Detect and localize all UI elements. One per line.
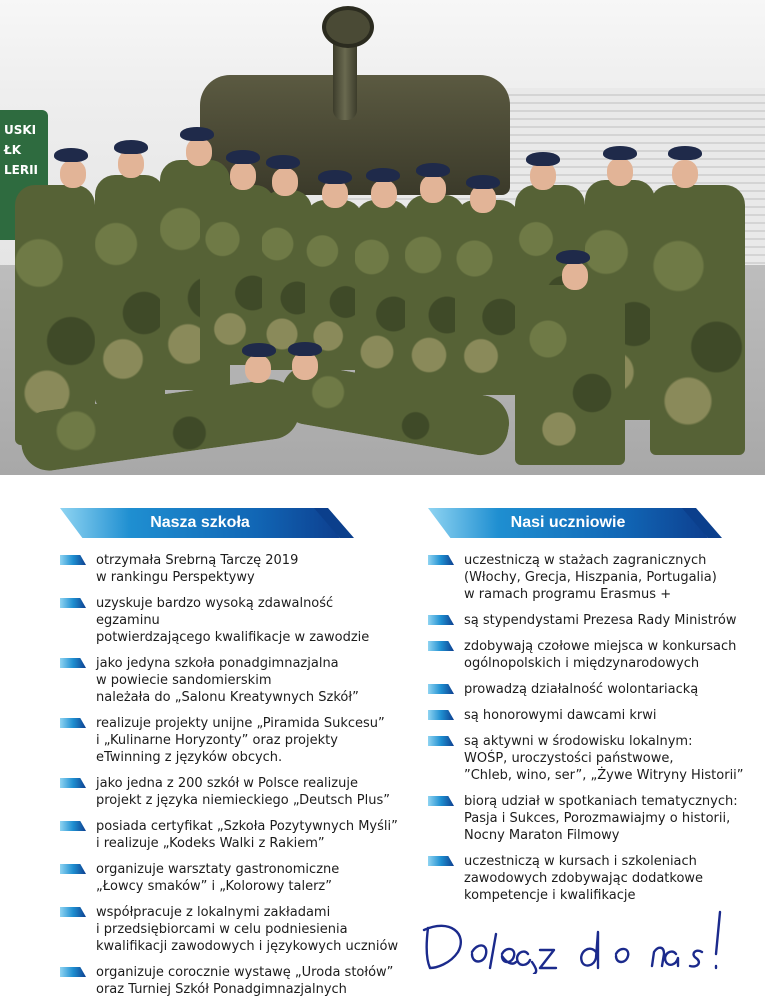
beret — [242, 343, 276, 357]
list-item-text: zdobywają czołowe miejsca w konkursach ogólnopolskich i międzynarodowych — [464, 639, 737, 671]
list-item — [60, 715, 400, 766]
arrow-bullet-icon — [60, 598, 86, 608]
list-item-text: jako jedyna szkoła ponadgimnazjalna w powiecie sandomierskim należała do „Salonu Kreatywnych Szkół” — [96, 656, 359, 705]
our-students-list — [428, 552, 758, 904]
soldier-face — [607, 158, 633, 186]
soldier-face — [245, 355, 271, 383]
soldier-face — [322, 180, 348, 208]
list-item — [60, 964, 400, 998]
list-item-text: uczestniczą w stażach zagranicznych (Włochy, Grecja, Hiszpania, Portugalia) w ramach programu Erasmus + — [464, 553, 717, 602]
beret — [416, 163, 450, 177]
arrow-bullet-icon — [428, 710, 454, 720]
banner-line: LERII — [4, 163, 39, 177]
soldier-face — [272, 168, 298, 196]
list-item-text: realizuje projekty unijne „Piramida Sukcesu” i „Kulinarne Horyzonty” oraz projekty eTwinning z języków obcych. — [96, 716, 385, 765]
arrow-bullet-icon — [428, 796, 454, 806]
list-item-text: są honorowymi dawcami krwi — [464, 708, 657, 723]
soldier-face — [230, 162, 256, 190]
beret — [466, 175, 500, 189]
beret — [526, 152, 560, 166]
list-item-text: biorą udział w spotkaniach tematycznych: Pasja i Sukces, Porozmawiajmy o historii, Nocny Maraton Filmowy — [464, 794, 738, 843]
list-item — [428, 612, 758, 629]
arrow-bullet-icon — [60, 718, 86, 728]
soldier-face — [470, 185, 496, 213]
soldier — [455, 200, 520, 395]
soldier-face — [371, 180, 397, 208]
banner-line: USKI — [4, 123, 37, 137]
soldier-face — [420, 175, 446, 203]
list-item — [60, 818, 400, 852]
soldier-face — [562, 262, 588, 290]
our-school-heading-banner — [60, 508, 340, 538]
list-item-text: współpracuje z lokalnymi zakładami i przedsiębiorcami w celu podniesienia kwalifikacji zawodowych i językowych uczniów — [96, 905, 399, 954]
list-item — [428, 793, 758, 844]
our-school-heading: Nasza szkoła — [150, 514, 250, 531]
arrow-bullet-icon — [60, 778, 86, 788]
arrow-bullet-icon — [60, 907, 86, 917]
list-item — [428, 552, 758, 603]
list-item — [60, 655, 400, 706]
signature-text: Dołącz do nas! — [420, 904, 428, 905]
list-item — [60, 595, 400, 646]
soldier-face — [118, 150, 144, 178]
soldier — [95, 175, 165, 405]
our-school-section — [60, 508, 400, 1007]
beret — [54, 148, 88, 162]
join-us-signature — [420, 904, 760, 974]
soldier-face — [672, 160, 698, 188]
arrow-bullet-icon — [60, 967, 86, 977]
soldier-face — [60, 160, 86, 188]
list-item-text: jako jedna z 200 szkół w Polsce realizuje projekt z języka niemieckiego „Deutsch Plus” — [96, 776, 390, 808]
arrow-bullet-icon — [428, 736, 454, 746]
arrow-bullet-icon — [428, 615, 454, 625]
arrow-bullet-icon — [428, 684, 454, 694]
tank-muzzle — [322, 6, 374, 48]
arrow-bullet-icon — [428, 856, 454, 866]
soldier — [355, 200, 410, 390]
list-item — [428, 681, 758, 698]
our-students-section — [428, 508, 758, 913]
list-item — [428, 853, 758, 904]
join-us-handwriting — [420, 904, 760, 974]
arrow-bullet-icon — [60, 864, 86, 874]
list-item-text: uczestniczą w kursach i szkoleniach zawodowych zdobywając dodatkowe kompetencje i kwalifikacje — [464, 854, 704, 903]
arrow-bullet-icon — [60, 658, 86, 668]
our-students-heading: Nasi uczniowie — [510, 514, 626, 531]
list-item — [428, 638, 758, 672]
beret — [114, 140, 148, 154]
arrow-bullet-icon — [60, 555, 86, 565]
list-item — [428, 707, 758, 724]
list-item — [60, 552, 400, 586]
our-school-list — [60, 552, 400, 998]
soldier-face — [186, 138, 212, 166]
soldier-face — [530, 162, 556, 190]
list-item-text: posiada certyfikat „Szkoła Pozytywnych Myśli” i realizuje „Kodeks Walki z Rakiem” — [96, 819, 398, 851]
list-item-text: uzyskuje bardzo wysoką zdawalność egzaminu potwierdzającego kwalifikacje w zawodzie — [96, 596, 370, 645]
banner-line: ŁK — [4, 143, 22, 157]
list-item-text: są aktywni w środowisku lokalnym: WOŚP, uroczystości państwowe, ”Chleb, wino, ser”, „Żywe Witryny Historii” — [464, 734, 744, 783]
list-item-text: organizuje corocznie wystawę „Uroda stołów” oraz Turniej Szkół Ponadgimnazjalnych — [96, 965, 394, 997]
list-item — [428, 733, 758, 784]
list-item-text: są stypendystami Prezesa Rady Ministrów — [464, 613, 737, 628]
beret — [603, 146, 637, 160]
soldier-face — [292, 352, 318, 380]
list-item-text: organizuje warsztaty gastronomiczne „Łowcy smaków” i „Kolorowy talerz” — [96, 862, 340, 894]
arrow-bullet-icon — [428, 641, 454, 651]
beret — [556, 250, 590, 264]
beret — [180, 127, 214, 141]
beret — [226, 150, 260, 164]
beret — [318, 170, 352, 184]
our-students-heading-banner — [428, 508, 708, 538]
signature-stroke — [424, 912, 720, 974]
arrow-bullet-icon — [428, 555, 454, 565]
beret — [288, 342, 322, 356]
arrow-bullet-icon — [60, 821, 86, 831]
list-item-text: prowadzą działalność wolontariacką — [464, 682, 699, 697]
list-item-text: otrzymała Srebrną Tarczę 2019 w rankingu Perspektywy — [96, 553, 299, 585]
list-item — [60, 904, 400, 955]
beret — [366, 168, 400, 182]
kneeling-soldier — [515, 285, 625, 465]
soldier — [650, 185, 745, 455]
beret — [668, 146, 702, 160]
beret — [266, 155, 300, 169]
list-item — [60, 775, 400, 809]
group-photo — [0, 0, 765, 475]
list-item — [60, 861, 400, 895]
